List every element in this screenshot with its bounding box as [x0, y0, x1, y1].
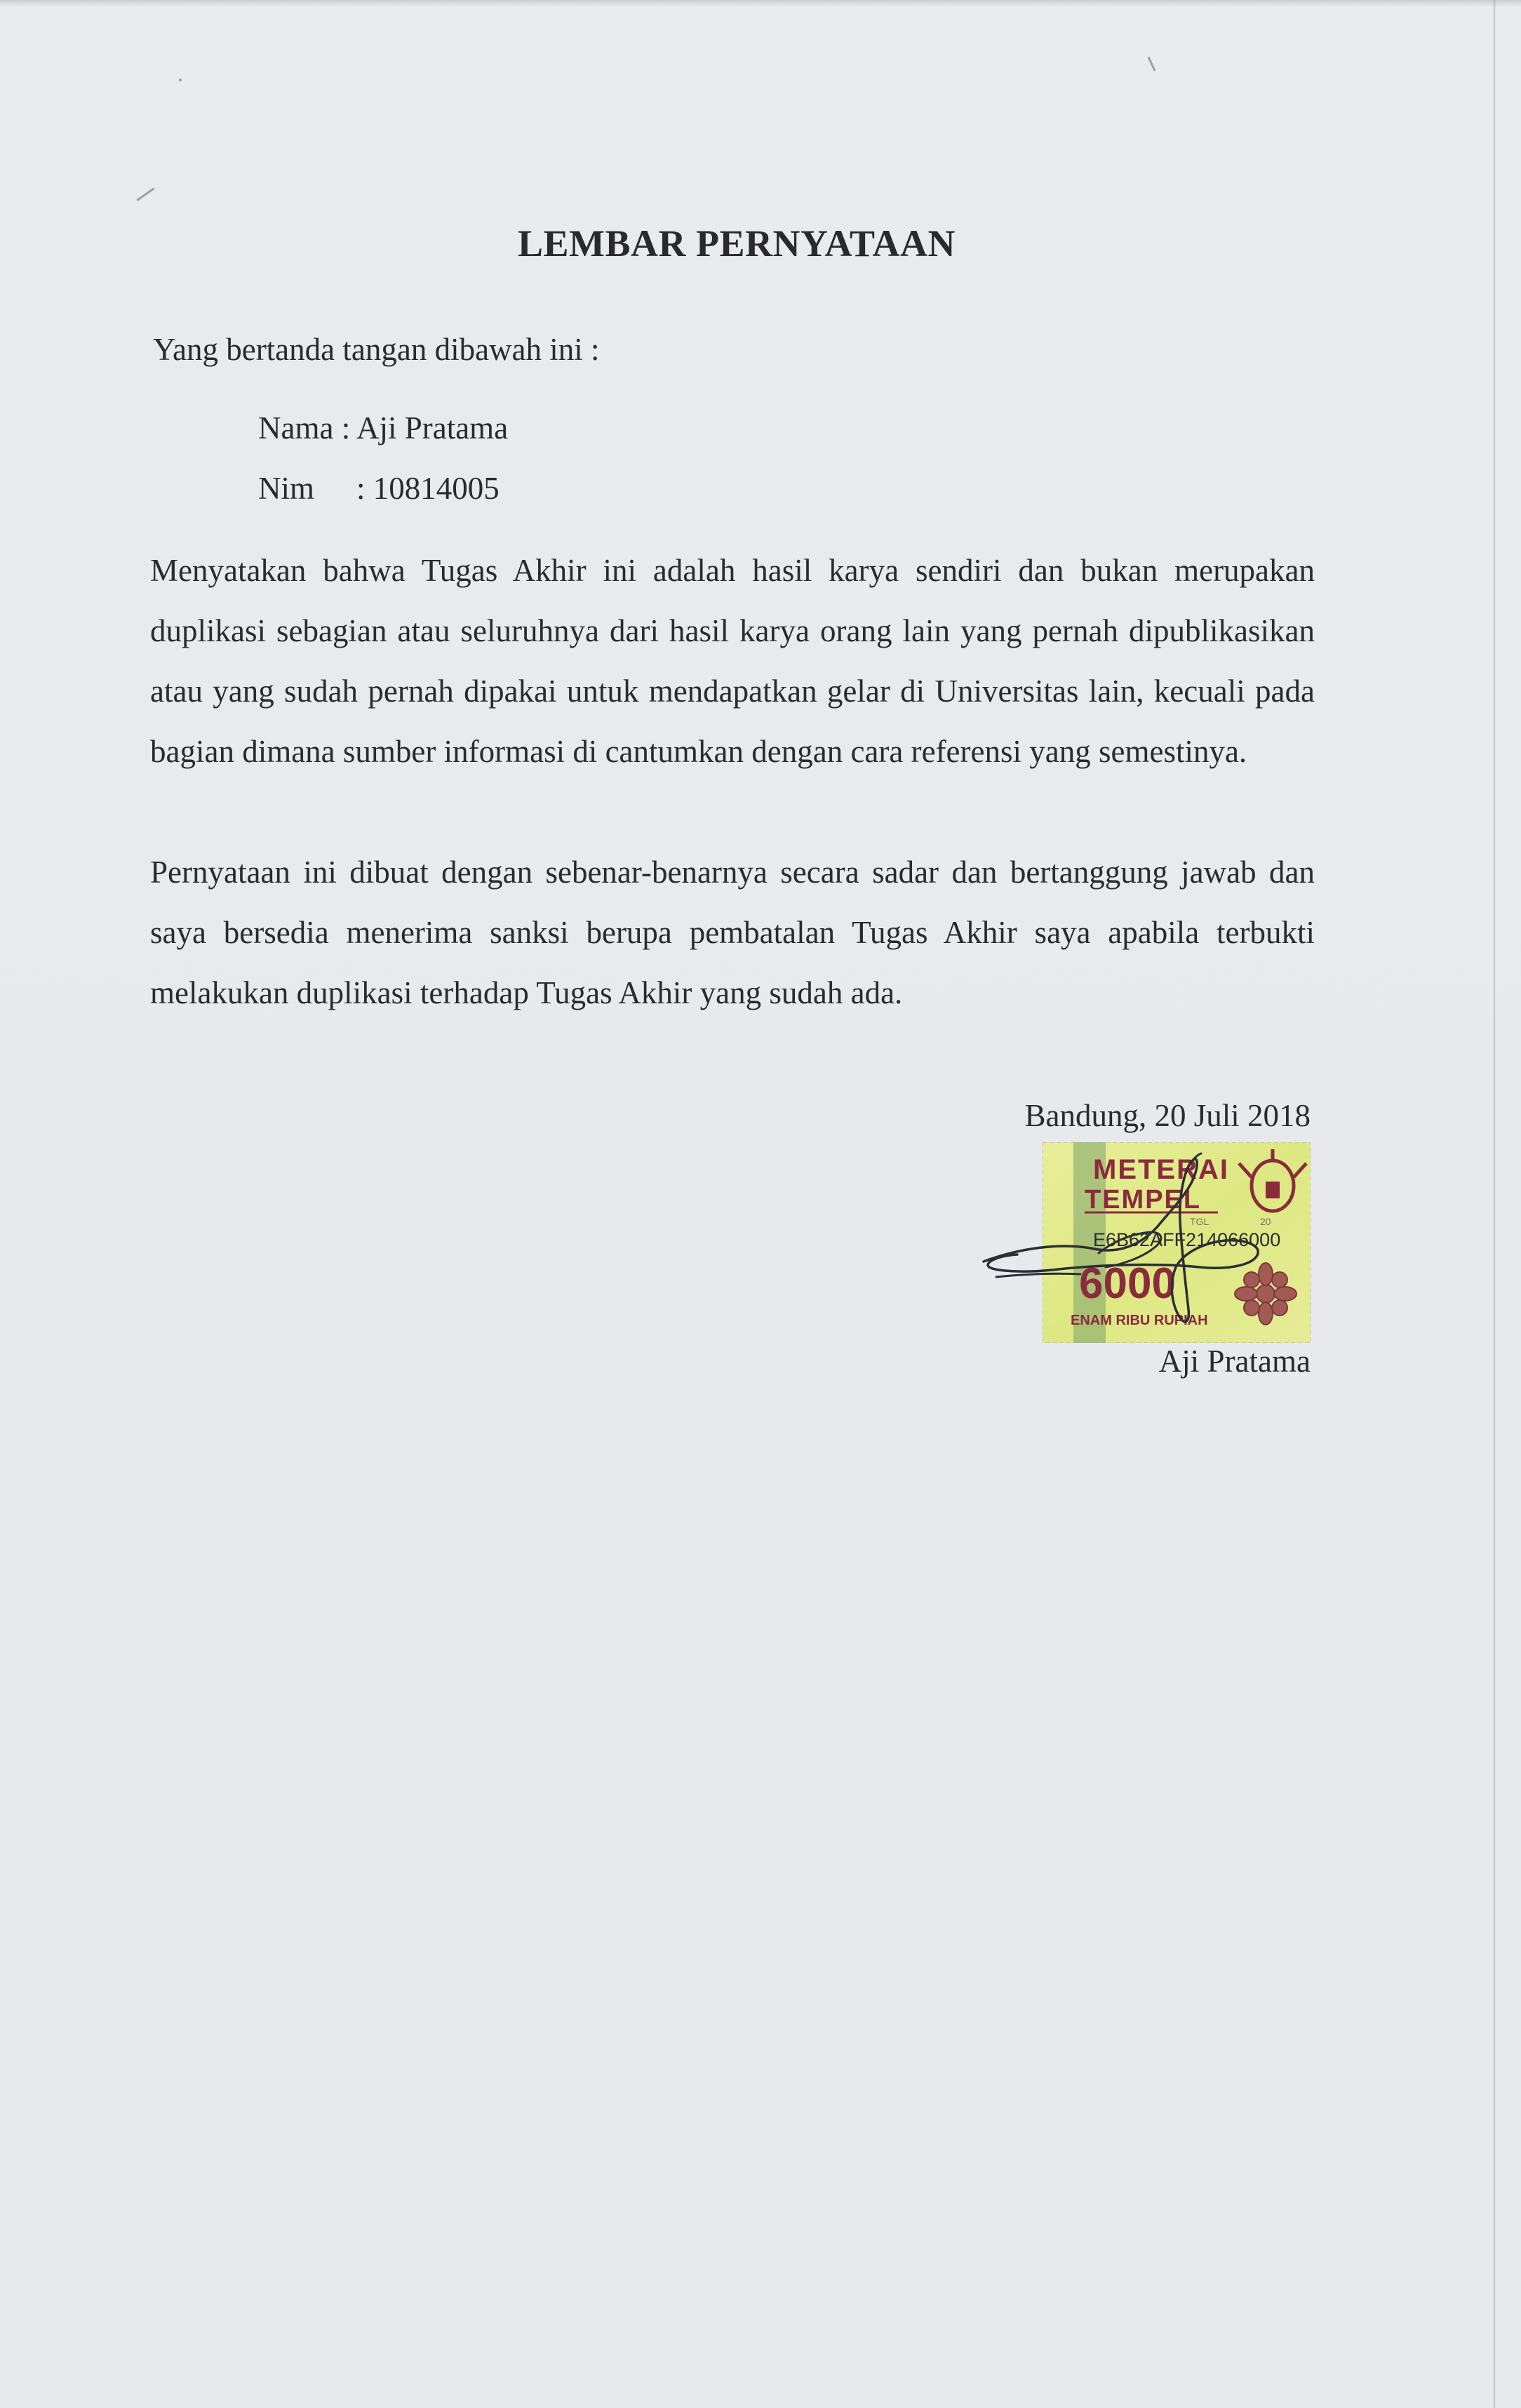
- stamp-value-words: ENAM RIBU RUPIAH: [1071, 1313, 1208, 1328]
- scan-edge-top: [0, 0, 1521, 7]
- stamp-line1: METERAI: [1093, 1154, 1229, 1185]
- responsibility-paragraph: Pernyataan ini dibuat dengan sebenar-benarnya secara sadar dan bertanggung jawab dan saya bersedia menerima sanksi berupa pembatalan Tugas Akhir saya apabila terbukti melakukan duplikasi terhadap Tugas Akhir yang sudah ada.: [150, 855, 1315, 1010]
- name-value: : Aji Pratama: [341, 410, 509, 446]
- statement-paragraph: Menyatakan bahwa Tugas Akhir ini adalah hasil karya sendiri dan bukan merupakan duplikasi sebagian atau seluruhnya dari hasil karya orang lain yang pernah dipublikasikan atau yang sudah pernah dipakai untuk mendapatkan gelar di Universitas lain, kecuali pada bagian dimana sumber informasi di cantumkan dengan cara referensi yang semestinya.: [150, 553, 1315, 769]
- place-date: Bandung, 20 Juli 2018: [1024, 1098, 1311, 1133]
- stamp-line2: TEMPEL: [1085, 1185, 1202, 1215]
- intro-text: Yang bertanda tangan dibawah ini :: [153, 332, 600, 367]
- name-field: [258, 407, 508, 449]
- nim-label: Nim: [258, 471, 315, 506]
- scan-mark: [136, 187, 154, 201]
- stamp-value: 6000: [1079, 1259, 1176, 1308]
- page-title: LEMBAR PERNYATAAN: [517, 222, 956, 265]
- stamp-tgl-label: TGL: [1190, 1216, 1210, 1227]
- scan-edge-right: [1493, 0, 1496, 2408]
- scan-mark: [179, 79, 182, 81]
- scan-mark: [1147, 56, 1155, 71]
- name-label: Nama: [258, 410, 334, 446]
- stamp-tgl-value: 20: [1260, 1216, 1271, 1227]
- nim-field: [258, 467, 500, 509]
- handwritten-signature: [975, 1144, 1340, 1368]
- nim-value: : 10814005: [356, 471, 500, 506]
- stamp-serial: E6B62AFF214066000: [1093, 1229, 1281, 1250]
- signer-name: Aji Pratama: [1158, 1344, 1311, 1379]
